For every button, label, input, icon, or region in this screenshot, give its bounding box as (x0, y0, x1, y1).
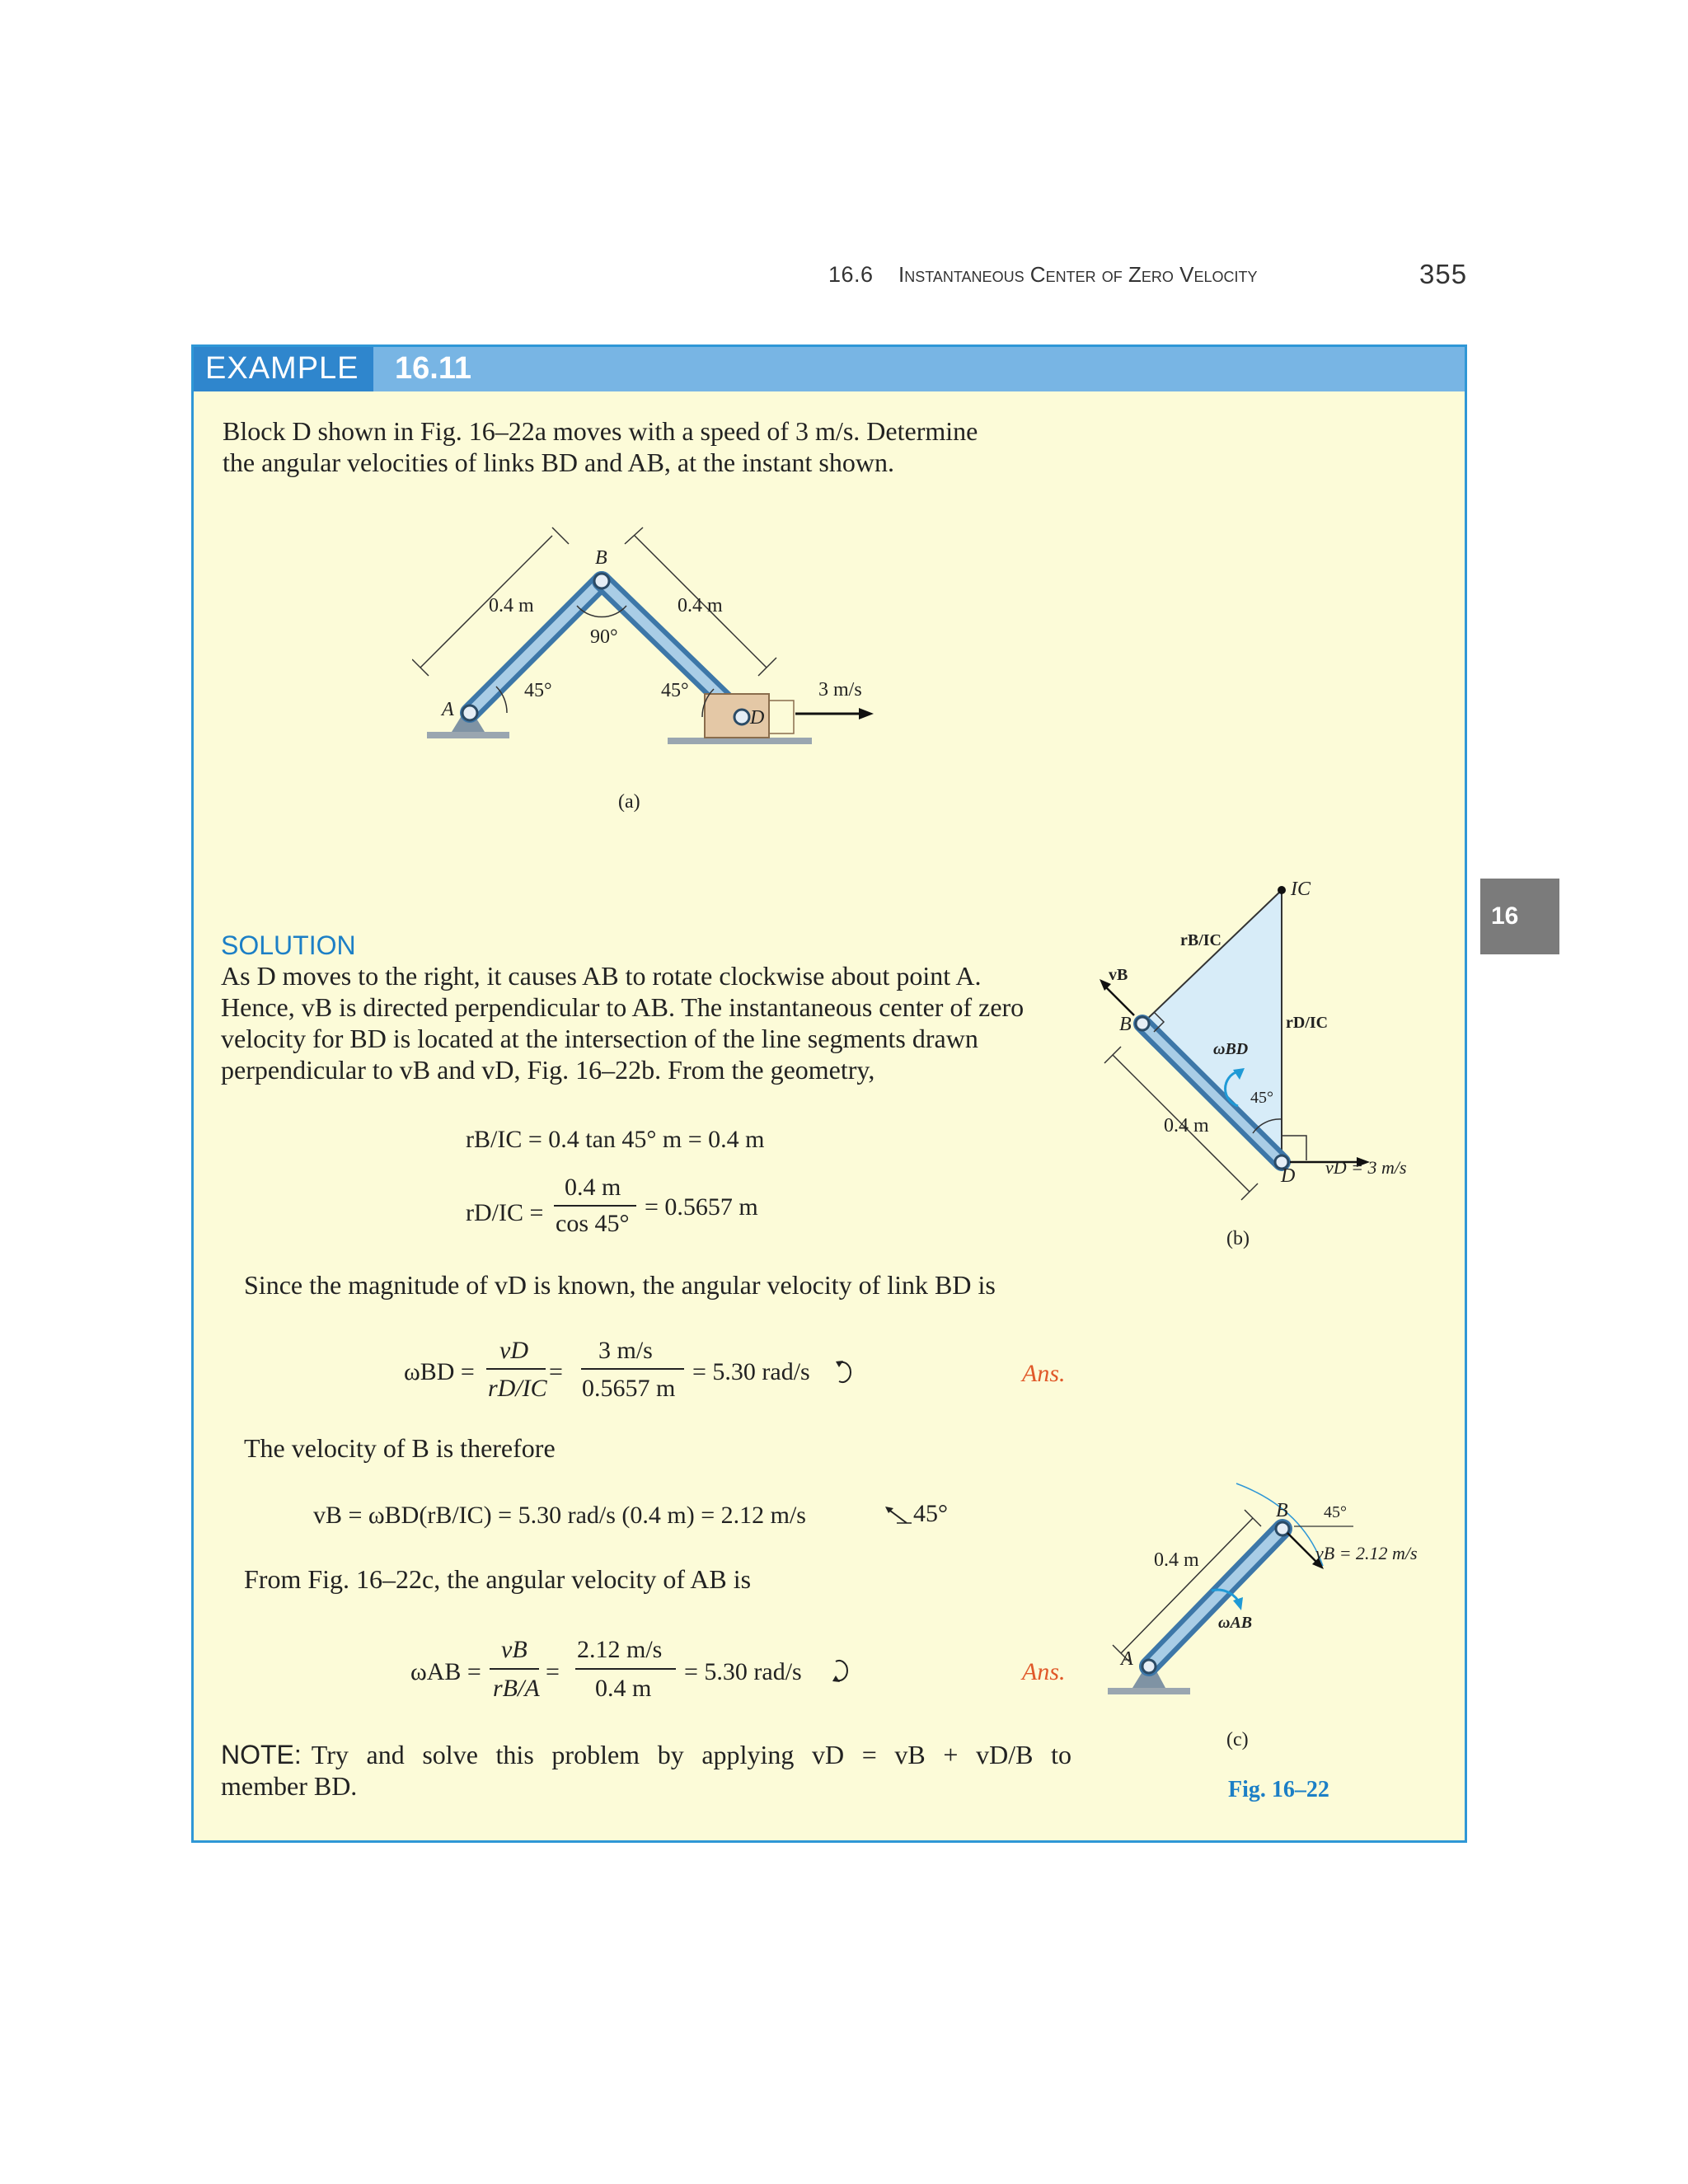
equation-omegaBD-num1: vD (499, 1337, 528, 1364)
fraction-bar (486, 1368, 546, 1370)
fig-a-len-left: 0.4 m (489, 595, 534, 616)
answer-label: Ans. (1022, 1360, 1066, 1387)
angle-arrow-icon (884, 1502, 913, 1528)
equation-rDIC-den: cos 45° (556, 1210, 630, 1237)
note-label: NOTE: (221, 1740, 302, 1769)
equation-rBIC: rB/IC = 0.4 tan 45° m = 0.4 m (466, 1126, 765, 1153)
fig-a-speed: 3 m/s (818, 679, 862, 701)
fig-c-label-A: A (1121, 1648, 1133, 1670)
page-number: 355 (1419, 259, 1468, 289)
fig-c-label-omega: ωAB (1218, 1614, 1253, 1632)
fig-a-angle-top: 90° (590, 626, 618, 648)
equals-sign: = (546, 1658, 560, 1685)
fig-a-len-right: 0.4 m (678, 595, 723, 616)
equation-rDIC-lhs: rD/IC = (466, 1199, 544, 1226)
fraction-bar (554, 1205, 636, 1207)
equals-sign: = (549, 1358, 563, 1385)
equation-vB: vB = ωBD(rB/IC) = 5.30 rad/s (0.4 m) = 2.12 m/s (313, 1502, 806, 1529)
note-line (221, 1739, 1071, 1770)
equation-omegaBD-den2: 0.5657 m (582, 1375, 676, 1402)
fraction-bar (575, 1668, 676, 1670)
fig-a-angle-right: 45° (661, 680, 689, 701)
fig-b-angle: 45° (1250, 1089, 1273, 1107)
fig-a-label-B: B (595, 547, 607, 569)
note-line: member BD. (221, 1771, 358, 1801)
equation-omegaAB-rhs: = 5.30 rad/s (684, 1658, 802, 1685)
solution-line: perpendicular to vB and vD, Fig. 16–22b. From the geometry, (221, 1055, 875, 1085)
equation-omegaAB-den1: rB/A (493, 1675, 540, 1702)
fig-a-label-D: D (750, 707, 765, 729)
equation-omegaBD-num2: 3 m/s (598, 1337, 653, 1364)
solution-text-2: Since the magnitude of vD is known, the angular velocity of link BD is (244, 1270, 996, 1300)
equation-rDIC-num: 0.4 m (565, 1174, 621, 1201)
problem-statement (223, 415, 1047, 478)
fig-b-vD: vD = 3 m/s (1325, 1157, 1407, 1178)
fig-c-caption: (c) (1226, 1729, 1249, 1750)
fig-a-caption: (a) (618, 791, 640, 813)
solution-line: Hence, vB is directed perpendicular to AB. The instantaneous center of zero (221, 992, 1025, 1022)
figure-a (412, 519, 890, 824)
figure-b (1080, 874, 1467, 1236)
fig-c-vB: vB = 2.12 m/s (1315, 1543, 1418, 1563)
fig-b-caption: (b) (1226, 1228, 1250, 1249)
equation-vB-angle: 45° (913, 1500, 948, 1527)
ccw-rotation-icon (834, 1358, 854, 1386)
equation-omegaBD-lhs: ωBD = (404, 1358, 475, 1385)
equation-omegaBD-rhs: = 5.30 rad/s (692, 1358, 810, 1385)
problem-line: Block D shown in Fig. 16–22a moves with a speed of 3 m/s. Determine (223, 416, 978, 446)
section-title: Instantaneous Center of Zero Velocity (898, 262, 1258, 287)
example-label: EXAMPLE (205, 351, 359, 386)
fig-b-label-omega: ωBD (1213, 1040, 1249, 1058)
fig-c-length: 0.4 m (1154, 1549, 1199, 1571)
fig-b-label-B: B (1119, 1014, 1132, 1035)
fig-b-label-rDIC: rD/IC (1286, 1014, 1329, 1032)
figure-title: Fig. 16–22 (1228, 1777, 1329, 1802)
solution-line: velocity for BD is located at the intersection of the line segments drawn (221, 1024, 978, 1053)
solution-paragraph (221, 960, 1071, 1085)
note-text: Try and solve this problem by applying vD = vB + vD/B to (311, 1740, 1071, 1769)
equation-omegaBD-den1: rD/IC (488, 1375, 547, 1402)
fig-a-angle-left: 45° (524, 680, 552, 701)
equation-omegaAB-num2: 2.12 m/s (577, 1636, 663, 1663)
fig-c-label-B: B (1276, 1500, 1288, 1521)
fraction-bar (490, 1668, 539, 1670)
equation-omegaAB-den2: 0.4 m (595, 1675, 652, 1702)
solution-text-4: From Fig. 16–22c, the angular velocity of AB is (244, 1564, 752, 1594)
fig-b-label-IC: IC (1291, 879, 1311, 900)
answer-label: Ans. (1022, 1658, 1066, 1685)
fig-b-label-vB: vB (1109, 966, 1128, 984)
fig-b-label-rBIC: rB/IC (1180, 931, 1221, 949)
equation-omegaAB-num1: vB (501, 1636, 528, 1663)
solution-text-3: The velocity of B is therefore (244, 1433, 556, 1463)
chapter-tab-number: 16 (1491, 902, 1519, 930)
equation-rDIC-rhs: = 0.5657 m (645, 1193, 758, 1221)
fig-a-label-A: A (442, 699, 454, 720)
cw-rotation-icon (829, 1657, 849, 1685)
example-number: 16.11 (395, 351, 471, 386)
fig-b-label-D: D (1281, 1165, 1296, 1187)
section-number: 16.6 (828, 262, 874, 287)
solution-heading: SOLUTION (221, 930, 356, 960)
example-header-bar (194, 347, 1465, 391)
equation-omegaAB-lhs: ωAB = (410, 1658, 481, 1685)
problem-line: the angular velocities of links BD and AB, at the instant shown. (223, 448, 894, 477)
fig-c-angle: 45° (1324, 1503, 1347, 1521)
note (221, 1739, 1071, 1802)
fig-b-length: 0.4 m (1164, 1115, 1209, 1137)
fraction-bar (581, 1368, 684, 1370)
solution-line: As D moves to the right, it causes AB to rotate clockwise about point A. (221, 961, 982, 991)
